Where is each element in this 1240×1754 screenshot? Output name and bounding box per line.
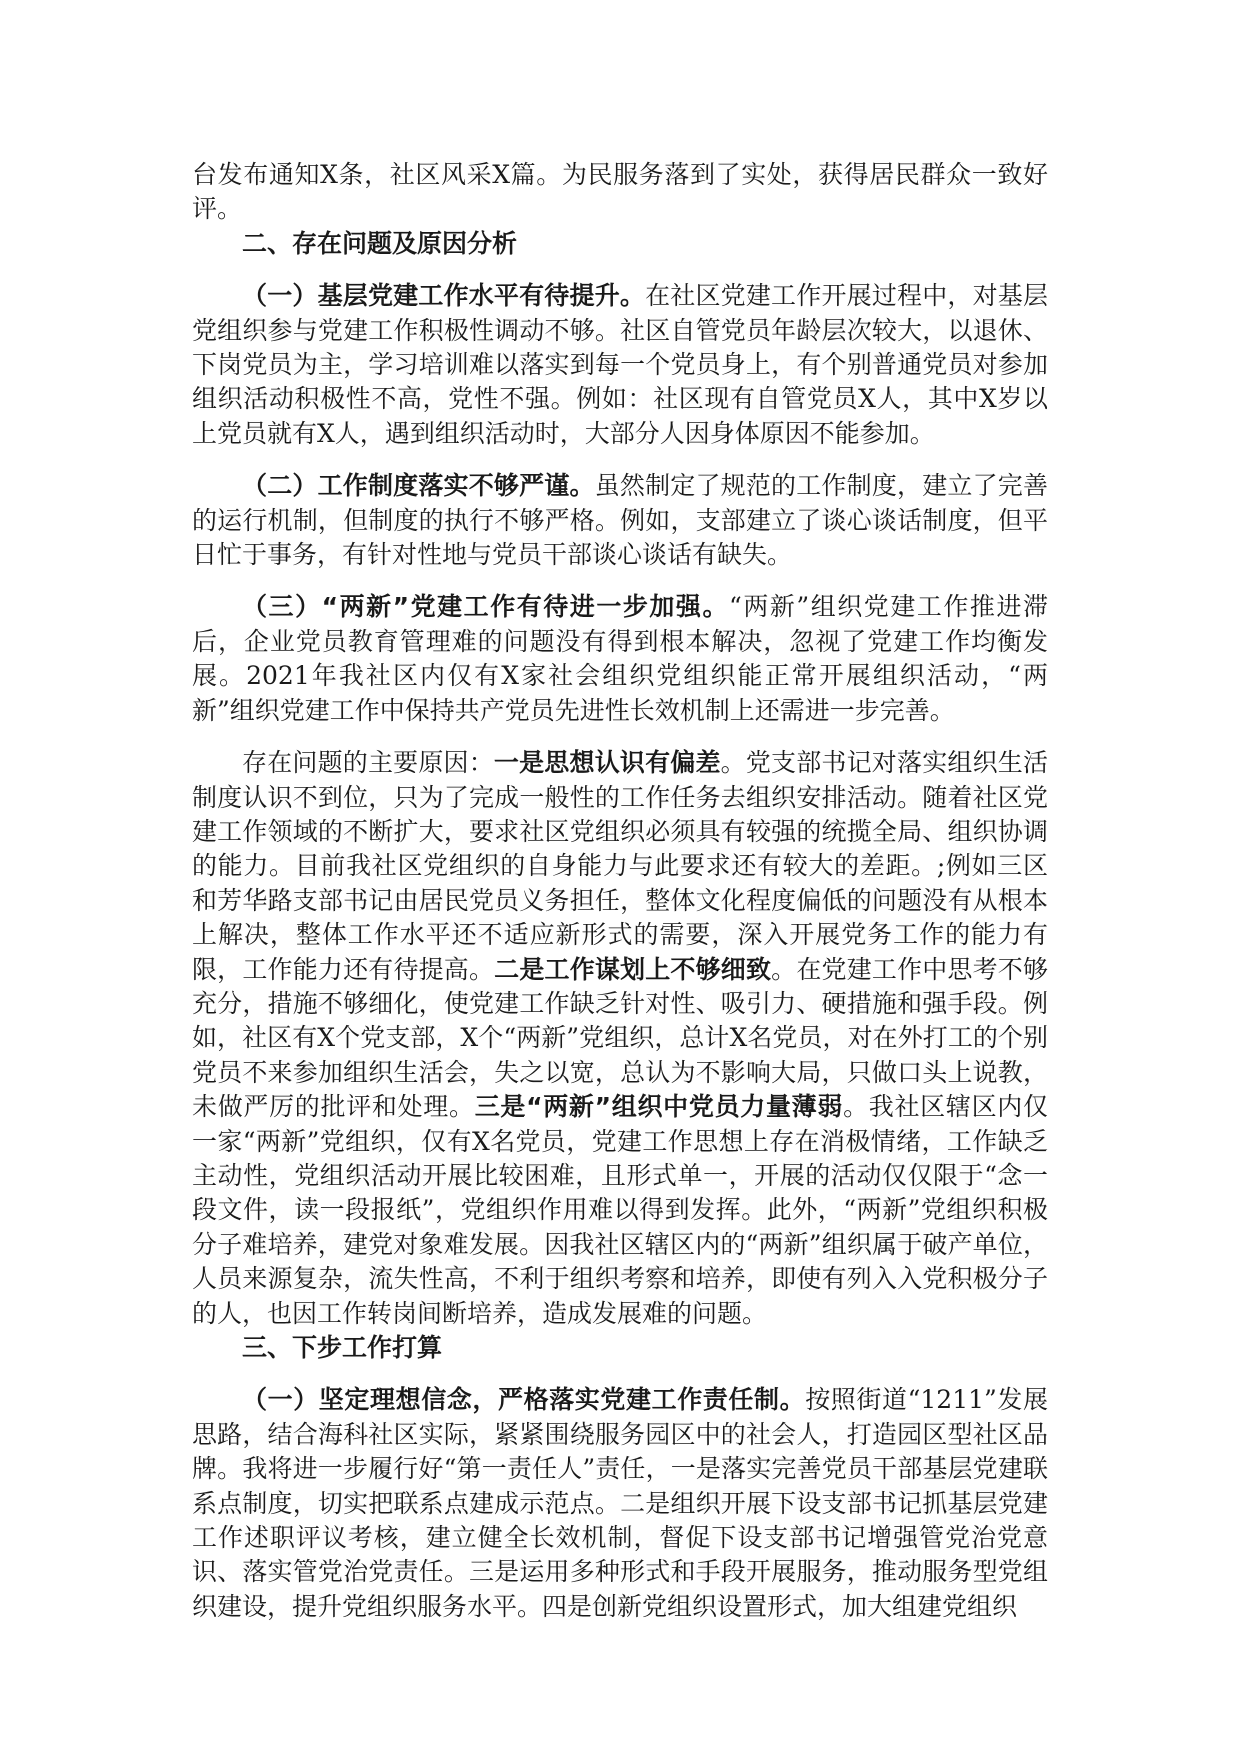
section-heading-next-steps: 三、下步工作打算 (242, 1333, 443, 1362)
cause-2-bold: 二是工作谋划上不够细致 (494, 954, 772, 984)
paragraph-main-causes (192, 746, 1048, 1331)
paragraph-text: 在社区党建工作开展过程中，对基层党组织参与党建工作积极性调动不够。社区自管党员年龄层次较大，以退休、下岗党员为主，学习培训难以落实到每一个党员身上，有个别普通党员对参加组织活动积极性不高，党性不强。例如：社区现有自管党员X人，其中X岁以上党员就有X人，遇到组织活动时，大部分人因身体原因不能参加。 (192, 281, 1048, 448)
paragraph-text: 。在党建工作中思考不够充分，措施不够细化，使党建工作缺乏针对性、吸引力、硬措施和强手段。例如，社区有X个党支部，X个“两新”党组织，总计X名党员，对在外打工的个别党员不来参加组织生活会，失之以宽，总认为不影响大局，只做口头上说教，未做严厉的批评和处理。 (192, 954, 1048, 1122)
paragraph-text: 虽然制定了规范的工作制度，建立了完善的运行机制，但制度的执行不够严格。例如，支部建立了谈心谈话制度，但平日忙于事务，有针对性地与党员干部谈心谈话有缺失。 (192, 471, 1048, 570)
paragraph-bold-lead: （二）工作制度落实不够严谨。 (242, 471, 595, 501)
paragraph-service-results (192, 158, 1048, 227)
paragraph-text: “两新”组织党建工作推进滞后，企业党员教育管理难的问题没有得到根本解决，忽视了党建工作均衡发展。2021年我社区内仅有X家社会组织党组织能正常开展组织活动，“两新”组织党建工作中保持共产党员先进性长效机制上还需进一步完善。 (192, 592, 1048, 725)
paragraph-text: 存在问题的主要原因： (242, 748, 494, 778)
paragraph-problem-2 (192, 469, 1048, 572)
section-heading-problems: 二、存在问题及原因分析 (242, 228, 518, 258)
paragraph-bold-lead: （三）“两新”党建工作有待进一步加强。 (242, 592, 730, 622)
paragraph-bold-lead: （一）基层党建工作水平有待提升。 (242, 281, 646, 311)
paragraph-bold-lead: （一）坚定理想信念，严格落实党建工作责任制。 (242, 1385, 806, 1415)
cause-3-bold: 三是“两新”组织中党员力量薄弱 (474, 1092, 844, 1122)
paragraph-problem-3 (192, 590, 1048, 728)
paragraph-text: 。我社区辖区内仅一家“两新”党组织，仅有X名党员，党建工作思想上存在消极情绪，工作缺乏主动性，党组织活动开展比较困难，且形式单一，开展的活动仅仅限于“念一段文件，读一段报纸”，党组织作用难以得到发挥。此外，“两新”党组织积极分子难培养，建党对象难发展。因我社区辖区内的“两新”组织属于破产单位，人员来源复杂，流失性高，不利于组织考察和培养，即使有列入入党积极分子的人，也因工作转岗间断培养，造成发展难的问题。 (192, 1092, 1048, 1328)
paragraph-text: 台发布通知X条，社区风采X篇。为民服务落到了实处，获得居民群众一致好评。 (192, 160, 1048, 224)
document-page (192, 158, 1048, 1624)
cause-1-bold: 一是思想认识有偏差 (493, 748, 721, 778)
paragraph-problem-1 (192, 279, 1048, 451)
paragraph-plan-1 (192, 1383, 1048, 1624)
paragraph-text: 。党支部书记对落实组织生活制度认识不到位，只为了完成一般性的工作任务去组织安排活动。随着社区党建工作领域的不断扩大，要求社区党组织必须具有较强的统揽全局、组织协调的能力。目前我社区党组织的自身能力与此要求还有较大的差距。;例如三区和芳华路支部书记由居民党员义务担任，整体文化程度偏低的问题没有从根本上解决，整体工作水平还不适应新形式的需要，深入开展党务工作的能力有限，工作能力还有待提高。 (192, 748, 1048, 984)
paragraph-text: 按照街道“1211”发展思路，结合海科社区实际，紧紧围绕服务园区中的社会人，打造园区型社区品牌。我将进一步履行好“第一责任人”责任，一是落实完善党员干部基层党建联系点制度，切实把联系点建成示范点。二是组织开展下设支部书记抓基层党建工作述职评议考核，建立健全长效机制，督促下设支部书记增强管党治党意识、落实管党治党责任。三是运用多种形式和手段开展服务，推动服务型党组织建设，提升党组织服务水平。四是创新党组织设置形式，加大组建党组织 (192, 1385, 1048, 1621)
